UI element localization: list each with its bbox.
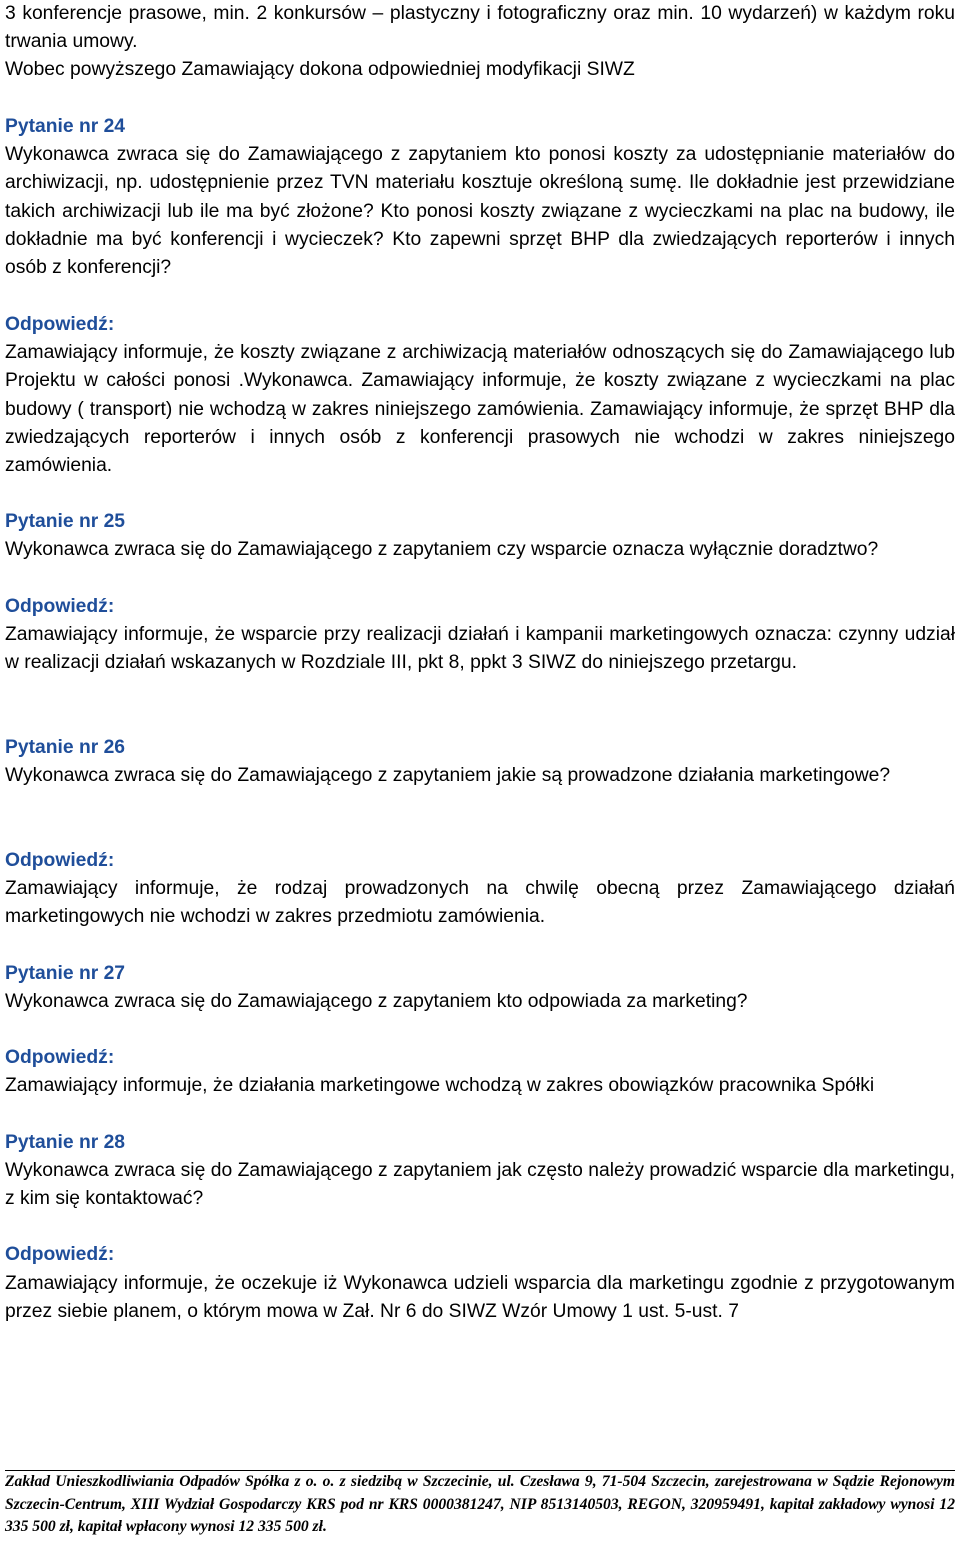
- answer-text-25: Zamawiający informuje, że wsparcie przy realizacji działań i kampanii marketingowych oznacza: czynny udział w realizacji działań wskazanych w Rozdziale III, pkt 8, ppkt 3 SIWZ do niniejszego przetargu.: [5, 624, 955, 674]
- intro-line-2: Wobec powyższego Zamawiający dokona odpowiedniej modyfikacji SIWZ: [5, 59, 635, 80]
- answer-text-26: Zamawiający informuje, że rodzaj prowadzonych na chwilę obecną przez Zamawiającego działań marketingowych nie wchodzi w zakres przedmiotu zamówienia.: [5, 878, 955, 928]
- footer-company-info: Zakład Unieszkodliwiania Odpadów Spółka z o. o. z siedzibą w Szczecinie, ul. Czesława 9, 71-504 Szczecin, zarejestrowana w Sądzie Rejonowym Szczecin-Centrum, XIII Wydział Gospodarczy KRS pod nr KRS 0000381247, NIP 8513140503, REGON, 320959491, kapitał zakładowy wynosi 12 335 500 zł, kapitał wpłacony wynosi 12 335 500 zł.: [5, 1473, 955, 1535]
- intro-line-1: 3 konferencje prasowe, min. 2 konkursów – plastyczny i fotograficzny oraz min. 10 wydarzeń) w każdym roku trwania umowy.: [5, 3, 955, 53]
- page-footer: [5, 1470, 955, 1539]
- answer-label-28: Odpowiedź:: [5, 1244, 115, 1265]
- answer-label-26: Odpowiedź:: [5, 850, 115, 871]
- question-text-28: Wykonawca zwraca się do Zamawiającego z zapytaniem jak często należy prowadzić wsparcie dla marketingu, z kim się kontaktować?: [5, 1160, 955, 1210]
- question-heading-27: Pytanie nr 27: [5, 963, 126, 984]
- answer-label-24: Odpowiedź:: [5, 314, 115, 335]
- question-heading-28: Pytanie nr 28: [5, 1132, 126, 1153]
- question-text-24: Wykonawca zwraca się do Zamawiającego z zapytaniem kto ponosi koszty za udostępnianie materiałów do archiwizacji, np. udostępnienie przez TVN materiału kosztuje określoną sumę. Ile dokładnie jest przewidziane takich archiwizacji lub ile ma być złożone? Kto ponosi koszty związane z wycieczkami na plac na budowy, ile dokładnie ma być konferencji i wycieczek? Kto zapewni sprzęt BHP dla zwiedzających reporterów i innych osób z konferencji?: [5, 144, 955, 279]
- question-heading-25: Pytanie nr 25: [5, 511, 126, 532]
- answer-text-27: Zamawiający informuje, że działania marketingowe wchodzą w zakres obowiązków pracownika Spółki: [5, 1075, 875, 1096]
- answer-label-27: Odpowiedź:: [5, 1047, 115, 1068]
- question-text-25: Wykonawca zwraca się do Zamawiającego z zapytaniem czy wsparcie oznacza wyłącznie doradztwo?: [5, 539, 879, 560]
- answer-label-25: Odpowiedź:: [5, 596, 115, 617]
- question-text-27: Wykonawca zwraca się do Zamawiającego z zapytaniem kto odpowiada za marketing?: [5, 991, 748, 1012]
- question-heading-26: Pytanie nr 26: [5, 737, 126, 758]
- answer-text-24: Zamawiający informuje, że koszty związane z archiwizacją materiałów odnoszących się do Zamawiającego lub Projektu w całości ponosi .Wykonawca. Zamawiający informuje, że koszty związane z wycieczkami na plac budowy ( transport) nie wchodzą w zakres niniejszego zamówienia. Zamawiający informuje, że sprzęt BHP dla zwiedzających reporterów i innych osób z konferencji prasowych nie wchodzi w zakres niniejszego zamówienia.: [5, 342, 955, 477]
- question-heading-24: Pytanie nr 24: [5, 116, 126, 137]
- answer-text-28: Zamawiający informuje, że oczekuje iż Wykonawca udzieli wsparcia dla marketingu zgodnie z przygotowanym przez siebie planem, o którym mowa w Zał. Nr 6 do SIWZ Wzór Umowy 1 ust. 5-ust. 7: [5, 1273, 955, 1323]
- question-text-26: Wykonawca zwraca się do Zamawiającego z zapytaniem jakie są prowadzone działania marketingowe?: [5, 765, 891, 786]
